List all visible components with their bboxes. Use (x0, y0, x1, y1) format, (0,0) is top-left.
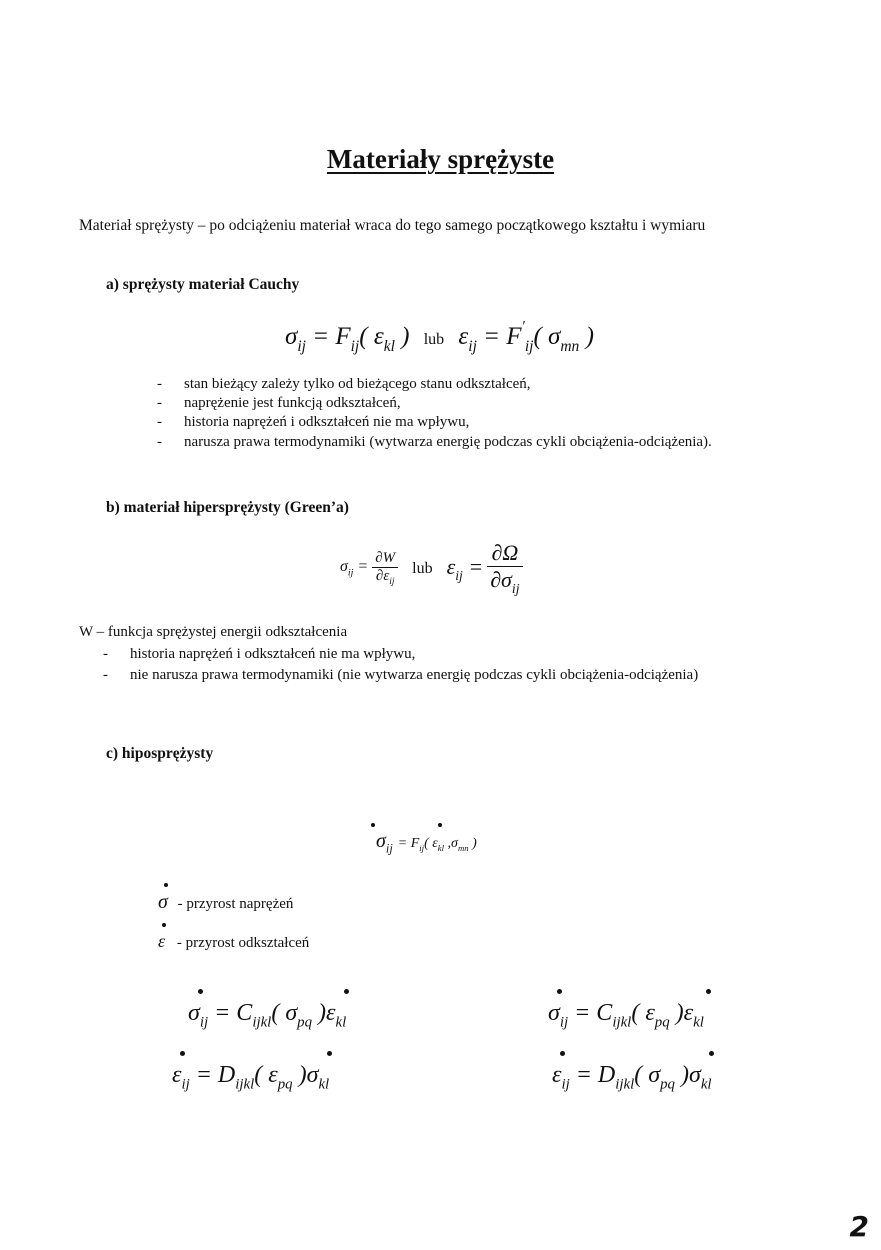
equation-hypo-4: $\varepsilon_{ij} = D_{ijkl}$( $\sigma_{pq}$ )$\sigma_{kl}$ (552, 1062, 712, 1093)
rate-dot-marker (557, 989, 562, 994)
equation-green: $\sigma_{ij}$ = $\frac{\partial W}{\partial\varepsilon_{ij}}$ lub $\varepsilon_{ij}$ = $\frac{\partial\Omega}{\partial\sigma_{ij}}$ (340, 540, 523, 597)
rate-dot-marker (344, 989, 349, 994)
section-a-heading: a) sprężysty materiał Cauchy (106, 276, 300, 293)
rate-dot-marker (198, 989, 203, 994)
epsilon-dot-definition: ε - przyrost odkształceń (158, 931, 310, 951)
equation-hypo-3: $\varepsilon_{ij} = D_{ijkl}$( $\varepsilon_{pq}$ )$\sigma_{kl}$ (172, 1062, 330, 1093)
rate-dot-marker (560, 1051, 565, 1056)
equation-cauchy: $\sigma_{ij} = F_{ij}$( $\varepsilon_{kl}$ ) lub $\varepsilon_{ij} = F'_{ij}$( $\sigma_{mn}$ ) (285, 318, 594, 355)
rate-dot-marker (709, 1051, 714, 1056)
sigma-dot-definition: σ - przyrost naprężeń (158, 891, 294, 913)
w-definition: W – funkcja sprężystej energii odkształcenia (79, 624, 348, 640)
section-b-heading: b) materiał hipersprężysty (Green’a) (106, 499, 349, 516)
rate-dot-marker (327, 1051, 332, 1056)
rate-dot-marker (438, 823, 442, 827)
page-title: Materiały sprężyste (326, 144, 555, 174)
rate-dot-marker (162, 923, 166, 927)
page-number: 2 (849, 1210, 869, 1243)
equation-hypo-1: $\sigma_{ij} = C_{ijkl}$( $\sigma_{pq}$ )$\varepsilon_{kl}$ (188, 1000, 347, 1031)
intro-definition: Materiał sprężysty – po odciążeniu materiał wraca do tego samego początkowego kształtu i wymiaru (79, 217, 706, 234)
rate-dot-marker (164, 883, 168, 887)
lub-connector: lub (412, 559, 433, 577)
equation-hypo-2: $\sigma_{ij} = C_{ijkl}$( $\varepsilon_{pq}$ )$\varepsilon_{kl}$ (548, 1000, 704, 1031)
equation-hypo: $\sigma_{ij} = F_{ij}$( $\varepsilon_{kl}$ $,\sigma_{mn}$ ) (376, 830, 477, 856)
rate-dot-marker (371, 823, 375, 827)
section-c-heading: c) hiposprężysty (106, 745, 214, 762)
rate-dot-marker (706, 989, 711, 994)
rate-dot-marker (180, 1051, 185, 1056)
lub-connector: lub (423, 330, 445, 348)
